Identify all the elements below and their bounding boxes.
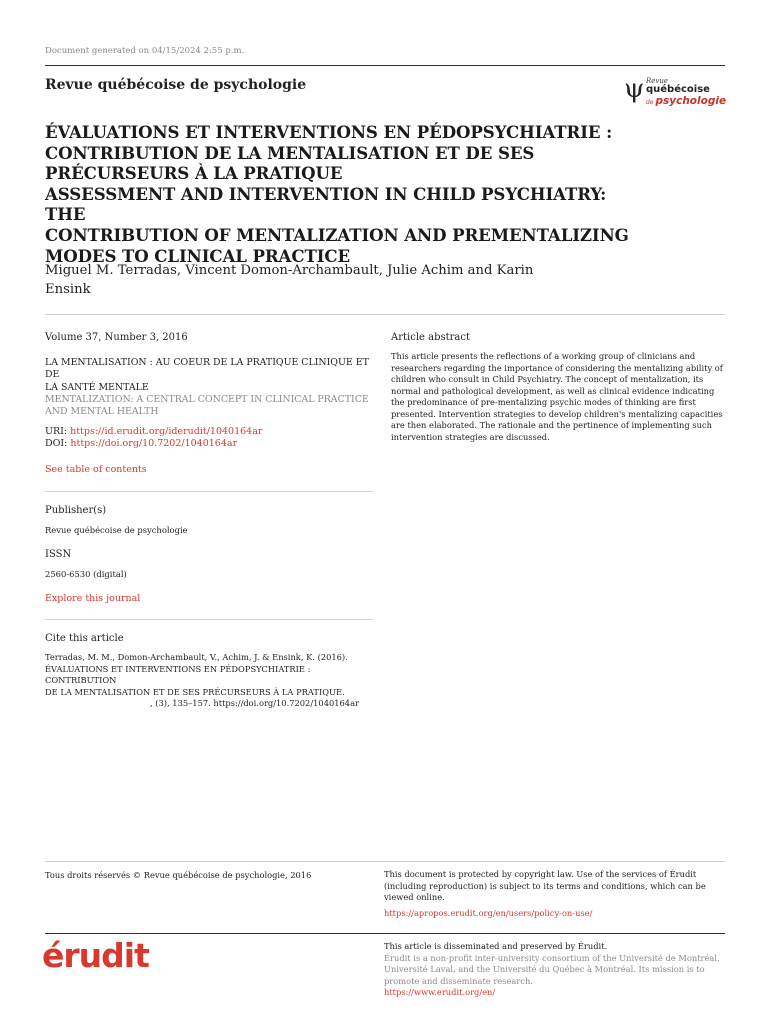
title-fr-line: ÉVALUATIONS ET INTERVENTIONS EN PÉDOPSYCHIATRIE : <box>45 122 613 142</box>
divider <box>45 491 373 492</box>
authors-rule <box>45 314 725 315</box>
identifiers: URI: https://id.erudit.org/iderudit/1040164ar DOI: https://doi.org/10.7202/1040164ar <box>45 426 263 450</box>
journal-logo[interactable] <box>624 74 728 108</box>
journal-name: Revue québécoise de psychologie <box>45 77 307 93</box>
logo-line3: de psychologie <box>646 95 727 107</box>
explore-journal-link[interactable]: Explore this journal <box>45 593 141 604</box>
publisher-value: Revue québécoise de psychologie <box>45 525 188 535</box>
doi-link[interactable]: https://doi.org/10.7202/1040164ar <box>70 438 238 450</box>
logo-line2: québécoise <box>646 84 710 95</box>
title-en-line: MODES TO CLINICAL PRACTICE <box>45 245 351 266</box>
abstract-text: This article presents the reflections of a working group of clinicians and researchers regarding the importance of considering the mentalizing ability of children who consult in Child Psychiatry. The concept of mentalization, its normal and pathological development, as well as clinical evidence indicating the predominance of pre-mentalizing psychic modes of thinking are first presented. Intervention strategies to develop children's mentalizing capacities are then elaborated. The rationale and the pertinence of implementing such intervention strategies are discussed. <box>391 351 723 442</box>
erudit-link[interactable]: https://www.erudit.org/en/ <box>384 987 496 998</box>
publisher-heading: Publisher(s) <box>45 505 107 516</box>
issue-title: LA MENTALISATION : AU COEUR DE LA PRATIQUE CLINIQUE ET DE LA SANTÉ MENTALE MENTALIZATION: A CENTRAL CONCEPT IN CLINICAL PRACTICE AND MENTAL HEALTH <box>45 357 369 418</box>
copyright-notice: This document is protected by copyright law. Use of the services of Érudit (including reproduction) is subject to its terms and conditions, which can be viewed online. https://apropos.erudit.org/en/users/policy-on-use/ <box>384 869 706 918</box>
volume-info: Volume 37, Number 3, 2016 <box>45 332 188 343</box>
cite-heading: Cite this article <box>45 633 124 644</box>
issn-heading: ISSN <box>45 549 72 560</box>
uri-link[interactable]: https://id.erudit.org/iderudit/1040164ar <box>70 426 263 437</box>
article-title <box>45 122 645 266</box>
header-rule <box>45 65 725 66</box>
divider <box>45 619 373 620</box>
title-fr-line: CONTRIBUTION DE LA MENTALISATION ET DE SES <box>45 142 535 163</box>
title-en-line: ASSESSMENT AND INTERVENTION IN CHILD PSYCHIATRY: THE <box>45 183 607 225</box>
generated-date: Document generated on 04/15/2024 2:55 p.m. <box>45 46 245 56</box>
rights-notice: Tous droits réservés © Revue québécoise de psychologie, 2016 <box>45 870 312 880</box>
table-of-contents-link[interactable]: See table of contents <box>45 464 147 475</box>
logo-line1: Revue <box>646 77 669 85</box>
erudit-logo[interactable]: érudit <box>42 936 149 975</box>
footer-rule-dark <box>45 933 725 934</box>
authors: Miguel M. Terradas, Vincent Domon-Archambault, Julie Achim and Karin Ensink <box>45 263 534 297</box>
citation: Terradas, M. M., Domon-Archambault, V., Achim, J. & Ensink, K. (2016). ÉVALUATIONS ET INTERVENTIONS EN PÉDOPSYCHIATRIE : CONTRIBUTION DE LA MENTALISATION ET DE SES PRÉCURSEURS À LA PRATIQUE. , (3), 135–157. https://doi.org/10.7202/1040164ar <box>45 652 359 708</box>
policy-link[interactable]: https://apropos.erudit.org/en/users/policy-on-use/ <box>384 907 593 918</box>
issn-value: 2560-6530 (digital) <box>45 569 127 579</box>
title-fr-line: PRÉCURSEURS À LA PRATIQUE <box>45 163 343 184</box>
title-en-line: CONTRIBUTION OF MENTALIZATION AND PREMENTALIZING <box>45 224 629 245</box>
abstract-heading: Article abstract <box>391 332 470 343</box>
erudit-notice: This article is disseminated and preserved by Érudit. Érudit is a non-profit inter-university consortium of the Université de Montréal, Université Laval, and the Université du Québec à Montréal. Its mission is to promote and disseminate research. https://www.erudit.org/en/ <box>384 941 720 998</box>
psi-icon: ψ <box>624 74 645 104</box>
footer-rule <box>45 861 725 862</box>
